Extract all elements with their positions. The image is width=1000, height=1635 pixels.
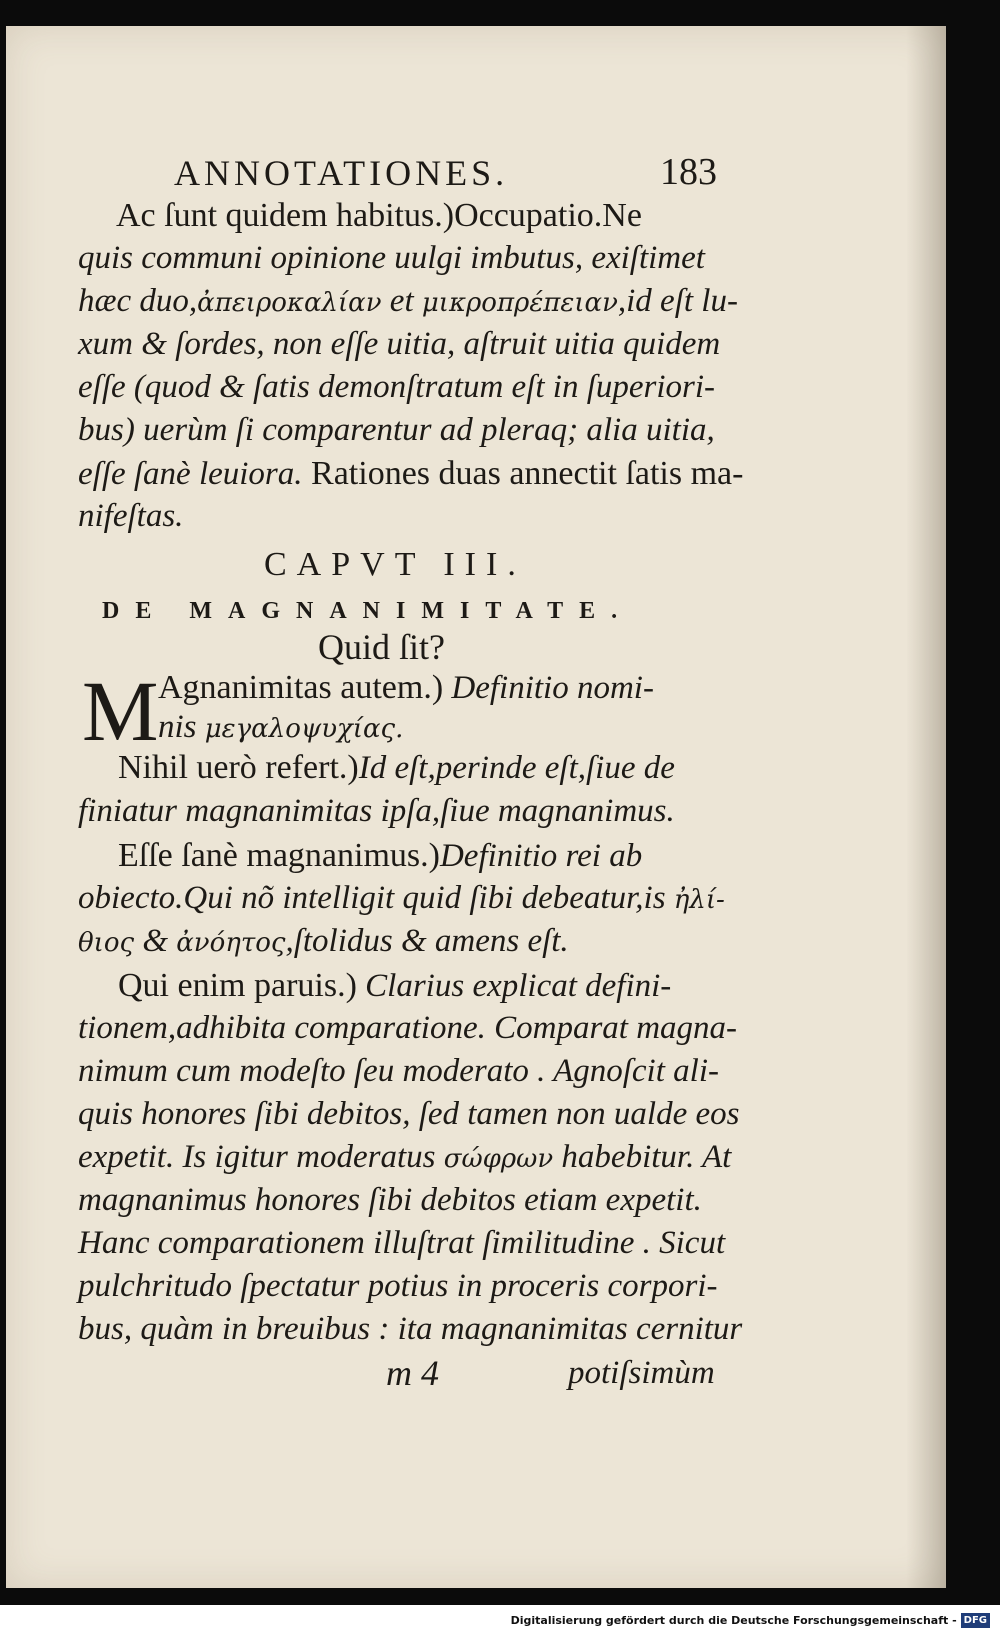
para4-line2-a: obiecto.Qui nõ intelligit quid ſibi debeatur,is	[78, 880, 674, 916]
para1-line6: bus) uerùm ſi comparentur ad pleraq; alia uitia,	[78, 412, 715, 448]
para2-line2	[158, 706, 403, 751]
para2-line1-rest: Definitio nomi-	[443, 670, 654, 706]
para5-line7: Hanc comparationem illuſtrat ſimilitudine . Sicut	[78, 1225, 726, 1261]
greek-word: θιος	[78, 928, 135, 958]
greek-word: μεγαλοψυχίας.	[204, 714, 404, 744]
para1-line3	[78, 280, 738, 325]
dfg-logo: DFG	[961, 1613, 990, 1628]
para4-line2	[78, 877, 725, 922]
para2-line1	[158, 666, 654, 710]
para3-line1-rest: Id eſt,perinde eſt,ſiue de	[358, 750, 675, 786]
greek-word: μικροπρέπειαν	[421, 288, 618, 318]
para1-line7-b: Rationes duas annectit ſatis ma-	[302, 455, 744, 492]
para1-line5: eſſe (quod & ſatis demonſtratum eſt in ſuperiori-	[78, 369, 716, 405]
para1-line2: quis communi opinione uulgi imbutus, exiſtimet	[78, 240, 705, 276]
para2-lemma: Agnanimitas autem.)	[158, 669, 444, 706]
para1-line1-rest: Occupatio.Ne	[454, 197, 642, 234]
para1-line3-a: hæc duo,	[78, 283, 198, 319]
para4-line3-b: ,ſtolidus & amens eſt.	[285, 923, 569, 959]
signature-mark: m 4	[386, 1353, 439, 1393]
catchword: potiſsimùm	[568, 1355, 715, 1391]
para3-line1	[118, 746, 675, 790]
para1-line3-c: ,id eſt lu-	[617, 283, 738, 319]
para5-line5	[78, 1136, 731, 1181]
para3-line2: finiatur magnanimitas ipſa,ſiue magnanimus.	[78, 793, 675, 829]
para4-line3	[78, 920, 569, 965]
running-title: ANNOTATIONES.	[174, 153, 509, 193]
page-number: 183	[660, 151, 717, 193]
para5-line1	[118, 964, 671, 1008]
para5-line3: nimum cum modeſto ſeu moderato . Agnoſcit ali-	[78, 1053, 719, 1089]
para5-lemma: Qui enim paruis.)	[118, 967, 357, 1004]
para5-line2: tionem,adhibita comparatione. Comparat magna-	[78, 1010, 738, 1046]
para1-line1	[116, 194, 642, 238]
para5-line9: bus, quàm in breuibus : ita magnanimitas cernitur	[78, 1311, 743, 1347]
para1-lemma: Ac ſunt quidem habitus.)	[116, 197, 455, 234]
para4-line3-a: &	[134, 923, 177, 959]
para5-line8: pulchritudo ſpectatur potius in proceris corpori-	[78, 1268, 718, 1304]
chapter-question: Quid ſit?	[318, 627, 445, 667]
greek-word: σώφρων	[443, 1144, 554, 1174]
para4-line1-rest: Definitio rei ab	[439, 838, 643, 874]
greek-word: ἠλί-	[673, 885, 725, 915]
greek-word: ἀνόητος	[176, 928, 286, 958]
chapter-heading: CAPVT III.	[264, 546, 526, 583]
book-page	[6, 26, 946, 1588]
para2-line2-a: nis	[158, 709, 205, 745]
para5-line4: quis honores ſibi debitos, ſed tamen non ualde eos	[78, 1096, 740, 1132]
para5-line5-a: expetit. Is igitur moderatus	[78, 1139, 444, 1175]
para5-line5-b: habebitur. At	[553, 1139, 732, 1175]
greek-word: ἀπειροκαλίαν	[197, 288, 382, 318]
drop-cap: M	[82, 663, 159, 759]
para5-line1-rest: Clarius explicat defini-	[356, 968, 672, 1004]
para1-line3-b: et	[381, 283, 422, 319]
para1-line7	[78, 452, 743, 496]
para1-line8: nifeſtas.	[78, 498, 184, 534]
digitization-credit: Digitalisierung gefördert durch die Deutsche Forschungsgemeinschaft -	[510, 1613, 957, 1627]
para4-line1	[118, 834, 642, 878]
para3-lemma: Nihil uerò refert.)	[118, 749, 359, 786]
para1-line4: xum & ſordes, non eſſe uitia, aſtruit uitia quidem	[78, 326, 721, 362]
para4-lemma: Eſſe ſanè magnanimus.)	[118, 837, 440, 874]
chapter-subheading: DE MAGNANIMITATE.	[102, 598, 634, 624]
para1-line7-a: eſſe ſanè leuiora.	[78, 456, 303, 492]
digitization-footer	[0, 1605, 1000, 1635]
para5-line6: magnanimus honores ſibi debitos etiam expetit.	[78, 1182, 702, 1218]
